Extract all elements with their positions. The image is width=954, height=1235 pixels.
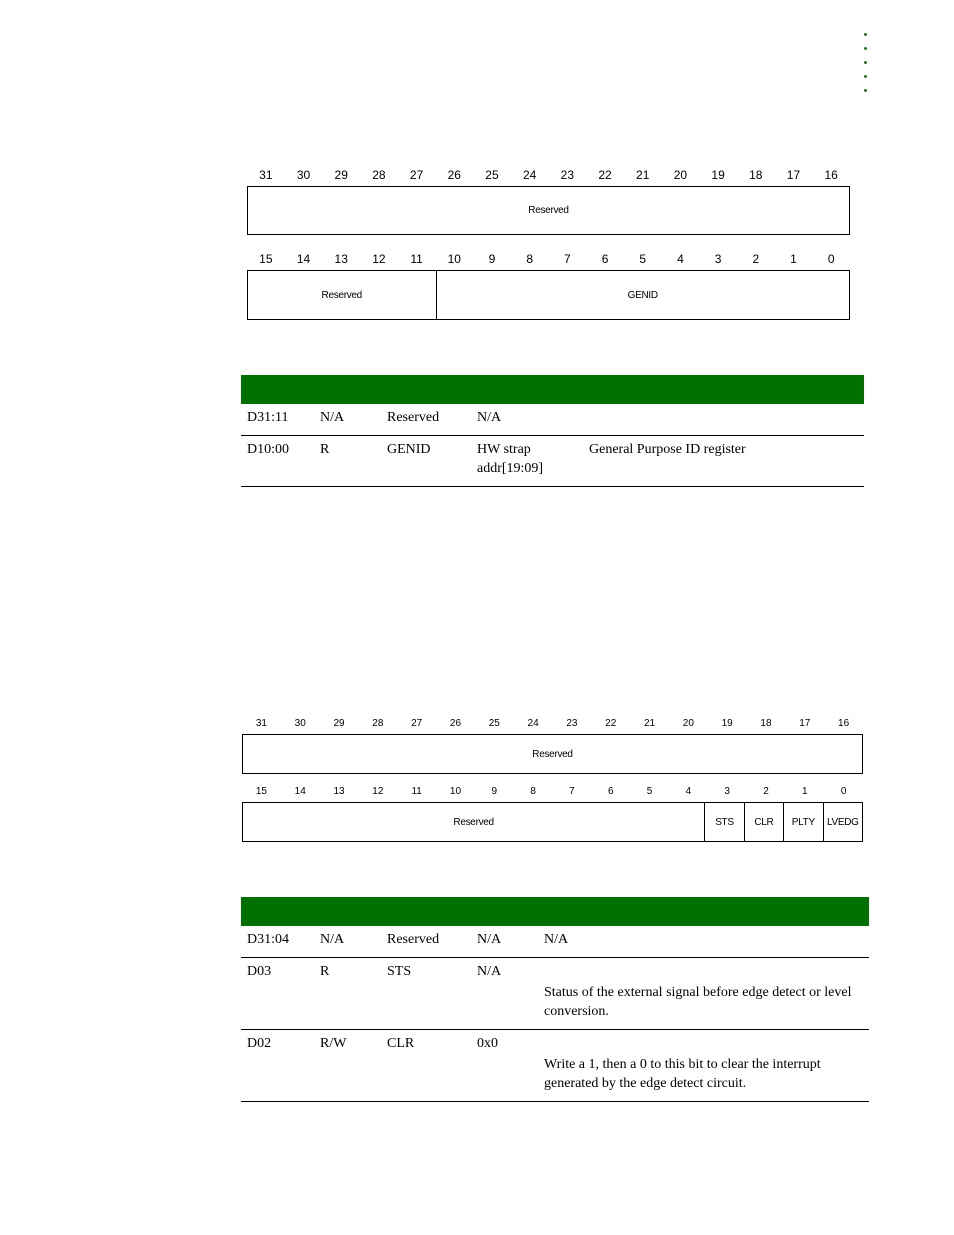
cell-reset: N/A bbox=[471, 404, 583, 436]
bit-number: 14 bbox=[296, 252, 311, 266]
bit-number: 7 bbox=[564, 252, 571, 266]
bit-number: 16 bbox=[824, 168, 838, 182]
cell-description: N/A bbox=[538, 926, 869, 958]
bit-number: 30 bbox=[294, 718, 306, 729]
dot-icon bbox=[864, 33, 867, 36]
bit-number: 7 bbox=[569, 786, 575, 797]
cell-reset: HW strap addr[19:09] bbox=[471, 436, 583, 487]
cell-description: General Purpose ID register bbox=[583, 436, 864, 487]
bit-field: LVEDG bbox=[826, 816, 859, 828]
cell-reset: N/A bbox=[471, 958, 538, 1030]
bit-number: 11 bbox=[410, 252, 423, 266]
bit-number: 22 bbox=[598, 168, 612, 182]
bit-number: 4 bbox=[677, 252, 684, 266]
bit-number: 30 bbox=[296, 168, 311, 182]
bit-number: 0 bbox=[840, 786, 847, 797]
margin-dots bbox=[862, 33, 870, 103]
bit-number: 15 bbox=[259, 252, 273, 266]
cell-mnemonic: Reserved bbox=[381, 926, 471, 958]
bit-number: 2 bbox=[763, 786, 769, 797]
cell-mnemonic: CLR bbox=[381, 1030, 471, 1102]
table-row bbox=[241, 404, 864, 436]
bit-number: 2 bbox=[752, 252, 760, 266]
bit-number: 25 bbox=[485, 168, 499, 182]
upper-field-row bbox=[242, 734, 863, 774]
register-diagram-2 bbox=[242, 718, 863, 842]
bit-number: 19 bbox=[721, 718, 733, 729]
cell-bits: D10:00 bbox=[241, 436, 314, 487]
bit-field: Reserved bbox=[532, 748, 573, 760]
bit-number: 5 bbox=[646, 786, 653, 797]
lower-field-row bbox=[242, 802, 863, 842]
bit-number: 15 bbox=[255, 786, 267, 797]
cell-access: R bbox=[314, 436, 381, 487]
table-row bbox=[241, 1030, 869, 1102]
bit-number: 17 bbox=[786, 168, 801, 182]
register-table-1 bbox=[241, 375, 864, 487]
bit-number: 29 bbox=[334, 168, 348, 182]
register-table-2 bbox=[241, 897, 869, 1102]
bit-number: 23 bbox=[566, 718, 578, 729]
bit-number: 16 bbox=[838, 718, 850, 729]
cell-access: R/W bbox=[314, 1030, 381, 1102]
bit-number: 6 bbox=[601, 252, 609, 266]
bit-number: 26 bbox=[447, 168, 461, 182]
cell-access: N/A bbox=[314, 404, 381, 436]
bit-number: 23 bbox=[560, 168, 575, 182]
cell-bits: D03 bbox=[241, 958, 314, 1030]
bit-number: 8 bbox=[526, 252, 533, 266]
bit-field: GENID bbox=[627, 289, 658, 301]
bit-number: 8 bbox=[530, 786, 536, 797]
bit-number: 14 bbox=[294, 786, 306, 797]
table-row bbox=[241, 926, 869, 958]
cell-description: Status of the external signal before edge detect or level conversion. bbox=[538, 958, 869, 1030]
cell-mnemonic: STS bbox=[381, 958, 471, 1030]
dot-icon bbox=[864, 75, 867, 78]
dot-icon bbox=[864, 47, 867, 50]
bit-number: 12 bbox=[372, 786, 384, 797]
cell-reset: N/A bbox=[471, 926, 538, 958]
bit-number: 18 bbox=[760, 718, 772, 729]
table-row bbox=[241, 436, 864, 487]
bit-number: 1 bbox=[790, 252, 797, 266]
bit-number: 21 bbox=[636, 168, 650, 182]
lower-bit-numbers bbox=[247, 252, 850, 266]
bit-number: 27 bbox=[411, 718, 423, 729]
table-header bbox=[241, 375, 864, 404]
bit-field: CLR bbox=[745, 803, 784, 841]
bit-number: 21 bbox=[643, 718, 656, 729]
cell-description bbox=[583, 404, 864, 436]
bit-number: 9 bbox=[491, 786, 498, 797]
bit-number: 28 bbox=[372, 718, 384, 729]
bit-number: 27 bbox=[409, 168, 424, 182]
bit-field: Reserved bbox=[528, 205, 569, 216]
bit-number: 31 bbox=[259, 168, 273, 182]
bit-number: 28 bbox=[372, 168, 386, 182]
bit-number: 3 bbox=[724, 786, 730, 797]
bit-number: 20 bbox=[682, 718, 694, 729]
bit-number: 4 bbox=[685, 786, 692, 797]
bit-number: 18 bbox=[749, 168, 763, 182]
bit-number: 19 bbox=[711, 168, 725, 182]
bit-number: 25 bbox=[488, 718, 500, 729]
table-header bbox=[241, 897, 869, 926]
bit-number: 13 bbox=[334, 252, 348, 266]
lower-field-row bbox=[247, 270, 850, 320]
cell-reset: 0x0 bbox=[471, 1030, 538, 1102]
bit-number: 1 bbox=[802, 786, 808, 797]
cell-description: Write a 1, then a 0 to this bit to clear the interrupt generated by the edge detect circuit. bbox=[538, 1030, 869, 1102]
upper-field-row bbox=[247, 186, 850, 235]
cell-mnemonic: Reserved bbox=[381, 404, 471, 436]
cell-bits: D02 bbox=[241, 1030, 314, 1102]
table-row bbox=[241, 958, 869, 1030]
bit-number: 0 bbox=[827, 252, 835, 266]
upper-bit-numbers bbox=[247, 168, 850, 182]
bit-number: 31 bbox=[255, 718, 267, 729]
bit-number: 5 bbox=[639, 252, 647, 266]
bit-number: 13 bbox=[333, 786, 345, 797]
bit-number: 17 bbox=[799, 718, 811, 729]
cell-bits: D31:04 bbox=[241, 926, 314, 958]
bit-number: 22 bbox=[605, 718, 617, 729]
register-diagram-1 bbox=[247, 166, 850, 320]
bit-number: 9 bbox=[488, 252, 496, 266]
bit-number: 29 bbox=[333, 718, 345, 729]
bit-number: 10 bbox=[447, 252, 461, 266]
bit-number: 26 bbox=[449, 718, 462, 729]
cell-access: R bbox=[314, 958, 381, 1030]
bit-number: 10 bbox=[449, 786, 462, 797]
lower-bit-numbers bbox=[242, 786, 863, 797]
bit-number: 24 bbox=[527, 718, 539, 729]
dot-icon bbox=[864, 89, 867, 92]
bit-number: 20 bbox=[673, 168, 688, 182]
bit-field: Reserved bbox=[248, 271, 437, 319]
bit-number: 12 bbox=[372, 252, 386, 266]
bit-number: 24 bbox=[522, 168, 537, 182]
bit-field: PLTY bbox=[784, 803, 823, 841]
bit-number: 11 bbox=[411, 786, 422, 797]
cell-bits: D31:11 bbox=[241, 404, 314, 436]
cell-mnemonic: GENID bbox=[381, 436, 471, 487]
bit-field: STS bbox=[705, 803, 744, 841]
cell-access: N/A bbox=[314, 926, 381, 958]
upper-bit-numbers bbox=[242, 718, 863, 729]
bit-number: 3 bbox=[714, 252, 722, 266]
bit-field: Reserved bbox=[243, 803, 705, 841]
dot-icon bbox=[864, 61, 867, 64]
bit-number: 6 bbox=[607, 786, 614, 797]
